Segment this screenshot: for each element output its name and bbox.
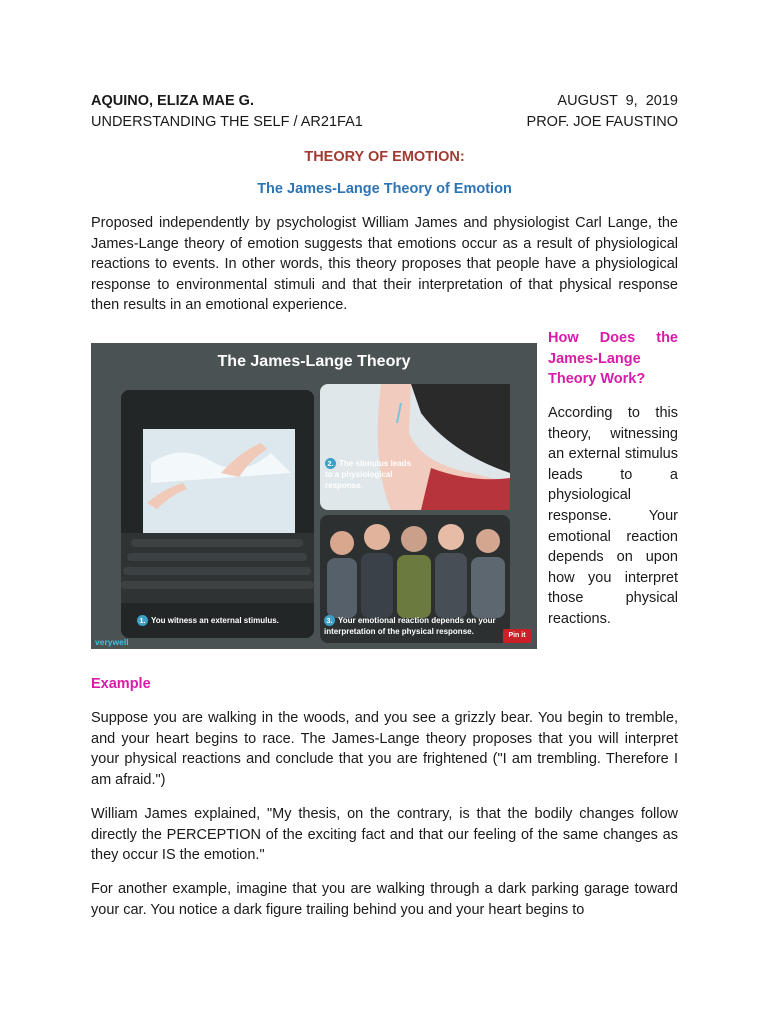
- example-paragraph-2: William James explained, "My thesis, on the contrary, is that the bodily changes follow directly the PERCEPTION of the exciting fact and that our feeling of the same changes as they occur IS the emotion.": [91, 806, 678, 864]
- intro-paragraph: Proposed independently by psychologist William James and physiologist Carl Lange, the James-Lange theory of emotion suggests that emotions occur as a result of physiological reactions to events. In other words, this theory proposes that people have a physiological response to environmental stimuli and that their interpretation of that physical response then results in an emotional experience.: [91, 215, 678, 314]
- header-row-2: [91, 114, 678, 130]
- pin-it-button[interactable]: Pin it: [503, 629, 531, 643]
- example-paragraph-3: For another example, imagine that you are walking through a dark parking garage toward your car. You notice a dark figure trailing behind you and your heart begins to: [91, 881, 678, 918]
- course-section: UNDERSTANDING THE SELF / AR21FA1: [91, 114, 363, 130]
- header-row-1: [91, 93, 678, 109]
- step-2-caption: [325, 458, 415, 491]
- infographic-illustration: [91, 343, 537, 649]
- professor-name: PROF. JOE FAUSTINO: [526, 114, 678, 130]
- verywell-logo-very: very: [95, 637, 113, 647]
- verywell-logo: [95, 637, 129, 647]
- step-2-number: 2.: [325, 458, 336, 469]
- step-3-caption: [324, 615, 524, 637]
- step-1-text: You witness an external stimulus.: [151, 616, 279, 625]
- example-paragraph-1: Suppose you are walking in the woods, and you see a grizzly bear. You begin to tremble, and your heart begins to race. The James-Lange theory proposes that you will interpret your physical reactions and conclude that you are frightened ("I am trembling. Therefore I am afraid."): [91, 710, 678, 788]
- verywell-logo-well: well: [112, 637, 129, 647]
- james-lange-infographic: [91, 343, 537, 649]
- document-subtitle: The James-Lange Theory of Emotion: [257, 181, 512, 197]
- step-1-number: 1.: [137, 615, 148, 626]
- step-1-caption: [137, 615, 307, 626]
- step-3-number: 3.: [324, 615, 335, 626]
- student-name: AQUINO, ELIZA MAE G.: [91, 93, 254, 109]
- step-3-text: Your emotional reaction depends on your interpretation of the physical response.: [324, 616, 496, 636]
- side-paragraph: According to this theory, witnessing an external stimulus leads to a physiological response. Your emotional reaction depends on upon how you interpret those physical reactions.: [548, 405, 678, 627]
- infographic-title: The James-Lange Theory: [217, 353, 411, 370]
- example-heading: Example: [91, 676, 151, 692]
- submission-date: AUGUST 9, 2019: [557, 93, 678, 109]
- step-2-text: The stimulus leads to a physiological response.: [325, 459, 412, 490]
- document-title: THEORY OF EMOTION:: [304, 149, 465, 165]
- side-heading: How Does the James-Lange Theory Work?: [548, 330, 678, 388]
